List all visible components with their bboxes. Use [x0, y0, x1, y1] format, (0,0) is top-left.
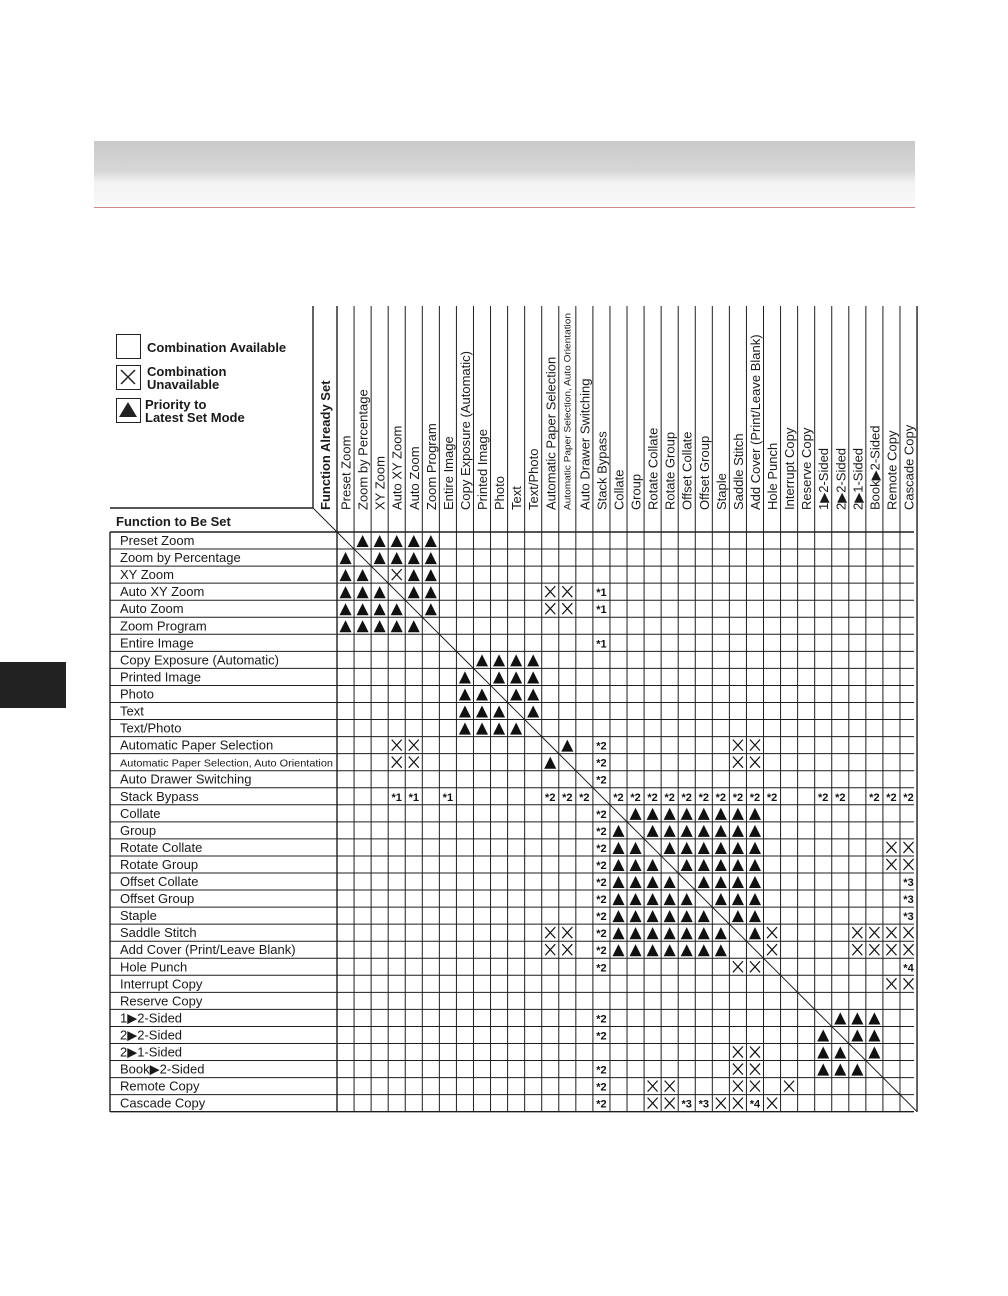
column-header: XY Zoom [372, 456, 388, 510]
priority-triangle-icon [374, 620, 386, 632]
column-header: Entire Image [440, 436, 456, 510]
column-header: Hole Punch [765, 442, 781, 510]
priority-triangle-icon [612, 825, 624, 837]
diagonal-cell [883, 1078, 900, 1095]
column-header: Offset Group [696, 435, 712, 510]
diagonal-cell [371, 566, 388, 583]
priority-triangle-icon [425, 552, 437, 564]
diagonal-cell [849, 1044, 866, 1061]
priority-triangle-icon [340, 586, 352, 598]
priority-triangle-icon [357, 620, 369, 632]
priority-triangle-icon [664, 825, 676, 837]
priority-triangle-icon [493, 671, 505, 683]
priority-triangle-icon [664, 944, 676, 956]
priority-triangle-icon [647, 825, 659, 837]
priority-triangle-icon [612, 876, 624, 888]
priority-triangle-icon [510, 654, 522, 666]
priority-triangle-icon [732, 842, 744, 854]
column-header: 1▶2-Sided [816, 447, 832, 510]
column-header: Auto Zoom [406, 446, 422, 510]
footnote-mark: *1 [391, 791, 402, 804]
footnote-mark: *3 [903, 911, 914, 924]
priority-triangle-icon [612, 927, 624, 939]
column-header: Offset Collate [679, 431, 695, 510]
priority-triangle-icon [851, 1064, 863, 1076]
priority-triangle-icon [612, 910, 624, 922]
priority-triangle-icon [510, 671, 522, 683]
column-header: Automatic Paper Selection, Auto Orientation [562, 334, 573, 510]
priority-triangle-icon [715, 808, 727, 820]
column-header: Text/Photo [526, 448, 542, 510]
row-label: Zoom by Percentage [120, 550, 241, 566]
priority-triangle-icon [340, 603, 352, 615]
column-header: Photo [492, 476, 508, 510]
priority-triangle-icon [817, 1029, 829, 1041]
priority-triangle-icon [527, 706, 539, 718]
column-header: Copy Exposure (Automatic) [457, 351, 473, 510]
footnote-mark: *2 [596, 859, 607, 872]
priority-triangle-icon [340, 552, 352, 564]
priority-triangle-icon [510, 688, 522, 700]
footnote-mark: *2 [613, 791, 624, 804]
footnote-mark: *2 [869, 791, 880, 804]
priority-triangle-icon [630, 910, 642, 922]
diagonal-cell [559, 754, 576, 771]
footnote-mark: *2 [562, 791, 573, 804]
column-header: Cascade Copy [901, 424, 917, 510]
priority-triangle-icon [561, 740, 573, 752]
footnote-mark: *2 [596, 877, 607, 889]
priority-triangle-icon [868, 1012, 880, 1024]
priority-triangle-icon [698, 944, 710, 956]
footnote-mark: *2 [596, 740, 607, 753]
diagonal-cell [337, 532, 354, 549]
corner-label-function-to-be-set: Function to Be Set [116, 514, 231, 529]
row-label: Automatic Paper Selection, Auto Orientation [120, 757, 334, 770]
footnote-mark: *2 [596, 808, 607, 821]
footnote-mark: *2 [596, 1013, 607, 1026]
priority-triangle-icon [425, 603, 437, 615]
footnote-mark: *3 [681, 1098, 692, 1111]
column-header: Zoom Program [423, 423, 439, 510]
priority-triangle-icon [749, 808, 761, 820]
priority-triangle-icon [817, 1047, 829, 1059]
priority-triangle-icon [749, 842, 761, 854]
diagonal-cell [644, 839, 661, 856]
diagonal-cell [815, 1009, 832, 1026]
priority-triangle-icon [527, 688, 539, 700]
diagonal-cell [746, 941, 763, 958]
footnote-mark: *4 [903, 962, 914, 975]
priority-triangle-icon [630, 944, 642, 956]
row-label: Staple [120, 908, 157, 924]
priority-triangle-icon [715, 893, 727, 905]
diagonal-cell [678, 873, 695, 890]
row-label: Remote Copy [120, 1078, 200, 1094]
priority-triangle-icon [612, 893, 624, 905]
priority-triangle-icon [493, 723, 505, 735]
priority-triangle-icon [715, 876, 727, 888]
diagonal-cell [593, 788, 610, 805]
priority-triangle-icon [340, 569, 352, 581]
diagonal-cell [508, 703, 525, 720]
priority-triangle-icon [732, 893, 744, 905]
diagonal-cell [473, 668, 490, 685]
footnote-mark: *2 [715, 791, 727, 804]
priority-triangle-icon [749, 859, 761, 871]
column-header: Add Cover (Print/Leave Blank) [747, 334, 763, 510]
footnote-mark: *2 [749, 791, 761, 804]
priority-triangle-icon [476, 688, 488, 700]
priority-triangle-icon [357, 535, 369, 547]
priority-triangle-icon [681, 808, 693, 820]
priority-triangle-icon [834, 1047, 846, 1059]
priority-triangle-icon [374, 586, 386, 598]
priority-triangle-icon [630, 876, 642, 888]
footnote-mark: *1 [596, 604, 607, 617]
priority-triangle-icon [391, 620, 403, 632]
footnote-mark: *2 [579, 791, 590, 804]
priority-triangle-icon [681, 893, 693, 905]
column-header: Interrupt Copy [782, 427, 798, 510]
priority-triangle-icon [612, 842, 624, 854]
diagonal-cell [576, 771, 593, 788]
footnote-mark: *2 [596, 928, 607, 941]
priority-triangle-icon [698, 808, 710, 820]
priority-triangle-icon [715, 842, 727, 854]
priority-triangle-icon [851, 1012, 863, 1024]
corner-label-function-already-set: Function Already Set [318, 380, 333, 510]
priority-triangle-icon [544, 757, 556, 769]
priority-triangle-icon [357, 586, 369, 598]
footnote-mark: *2 [818, 791, 829, 804]
diagonal-cell [712, 907, 729, 924]
row-label: Auto Drawer Switching [120, 771, 252, 787]
priority-triangle-icon [425, 586, 437, 598]
footnote-mark: *2 [596, 842, 607, 855]
priority-triangle-icon [493, 654, 505, 666]
footnote-mark: *2 [596, 894, 607, 907]
row-label: Printed Image [120, 669, 201, 685]
footnote-mark: *2 [630, 791, 641, 804]
priority-triangle-icon [391, 603, 403, 615]
priority-triangle-icon [664, 927, 676, 939]
diagonal-cell [405, 600, 422, 617]
column-header: Group [628, 473, 644, 510]
footnote-mark: *2 [664, 791, 675, 804]
priority-triangle-icon [408, 586, 420, 598]
diagonal-cell [456, 651, 473, 668]
column-header: 2▶2-Sided [833, 447, 849, 510]
priority-triangle-icon [647, 859, 659, 871]
row-label: Automatic Paper Selection [120, 737, 274, 753]
column-header: Zoom by Percentage [355, 389, 371, 510]
priority-triangle-icon [647, 910, 659, 922]
priority-triangle-icon [408, 535, 420, 547]
column-header: Auto Drawer Switching [577, 378, 593, 510]
footnote-mark: *2 [596, 945, 607, 958]
diagonal-cell [781, 975, 798, 992]
priority-triangle-icon [681, 910, 693, 922]
row-label: Book▶2-Sided [120, 1061, 205, 1077]
row-label: Entire Image [120, 635, 194, 651]
diagonal-cell [900, 1095, 917, 1112]
diagonal-cell [832, 1026, 849, 1043]
footnote-mark: *3 [903, 877, 914, 889]
priority-triangle-icon [408, 620, 420, 632]
column-header: Printed Image [475, 429, 491, 510]
footnote-mark: *2 [596, 1081, 607, 1094]
priority-triangle-icon [425, 535, 437, 547]
priority-triangle-icon [476, 706, 488, 718]
footnote-mark: *2 [596, 1098, 607, 1111]
priority-triangle-icon [647, 893, 659, 905]
priority-triangle-icon [459, 671, 471, 683]
priority-triangle-icon [630, 842, 642, 854]
priority-triangle-icon [681, 927, 693, 939]
row-label: Rotate Collate [120, 839, 203, 855]
row-label: Text [120, 703, 144, 719]
row-label: 2▶1-Sided [120, 1044, 183, 1060]
column-header: Stack Bypass [594, 431, 610, 510]
diagonal-cell [627, 822, 644, 839]
footnote-mark: *2 [886, 791, 897, 804]
priority-triangle-icon [510, 723, 522, 735]
priority-triangle-icon [732, 859, 744, 871]
row-label: Group [120, 822, 157, 838]
row-label: Photo [120, 686, 154, 702]
priority-triangle-icon [630, 859, 642, 871]
row-label: Add Cover (Print/Leave Blank) [120, 942, 296, 958]
priority-triangle-icon [868, 1047, 880, 1059]
priority-triangle-icon [476, 654, 488, 666]
priority-triangle-icon [664, 808, 676, 820]
priority-triangle-icon [476, 723, 488, 735]
priority-triangle-icon [612, 859, 624, 871]
diagonal-cell [661, 856, 678, 873]
row-label: Zoom Program [120, 618, 207, 634]
priority-triangle-icon [698, 825, 710, 837]
footnote-mark: *2 [596, 774, 607, 787]
priority-triangle-icon [374, 552, 386, 564]
diagonal-cell [866, 1061, 883, 1078]
footnote-mark: *2 [766, 791, 778, 804]
corner-diagonal [313, 508, 337, 532]
priority-triangle-icon [698, 927, 710, 939]
priority-triangle-icon [340, 620, 352, 632]
priority-triangle-icon [408, 569, 420, 581]
priority-triangle-icon [630, 893, 642, 905]
priority-triangle-icon [425, 569, 437, 581]
priority-triangle-icon [834, 1064, 846, 1076]
footnote-mark: *2 [545, 791, 556, 804]
row-label: Rotate Group [120, 856, 199, 872]
priority-triangle-icon [749, 910, 761, 922]
priority-triangle-icon [681, 825, 693, 837]
row-label: Cascade Copy [120, 1095, 206, 1111]
footnote-mark: *2 [596, 911, 607, 924]
column-header: Staple [713, 473, 729, 510]
footnote-mark: *1 [596, 587, 607, 600]
priority-triangle-icon [374, 603, 386, 615]
column-header: 2▶1-Sided [850, 447, 866, 510]
row-label: 1▶2-Sided [120, 1010, 183, 1026]
row-label: Reserve Copy [120, 993, 203, 1009]
column-header: Remote Copy [884, 430, 900, 510]
priority-triangle-icon [749, 893, 761, 905]
row-label: Text/Photo [120, 720, 182, 736]
priority-triangle-icon [647, 876, 659, 888]
priority-triangle-icon [834, 1012, 846, 1024]
footnote-mark: *2 [596, 757, 607, 770]
column-header: Preset Zoom [338, 435, 354, 510]
footnote-mark: *2 [835, 791, 846, 804]
footnote-mark: *2 [647, 791, 658, 804]
priority-triangle-icon [749, 825, 761, 837]
row-label: XY Zoom [120, 567, 174, 583]
footnote-mark: *1 [408, 791, 419, 804]
diagonal-cell [525, 720, 542, 737]
priority-triangle-icon [681, 842, 693, 854]
priority-triangle-icon [715, 859, 727, 871]
footnote-mark: *3 [903, 894, 914, 907]
footnote-mark: *2 [596, 825, 607, 838]
row-label: Stack Bypass [120, 788, 199, 804]
column-header: Text [509, 486, 525, 510]
priority-triangle-icon [715, 927, 727, 939]
row-label: Offset Collate [120, 874, 199, 889]
footnote-mark: *4 [749, 1098, 761, 1111]
column-header: Auto XY Zoom [389, 425, 405, 510]
diagonal-cell [764, 958, 781, 975]
diagonal-cell [491, 685, 508, 702]
priority-triangle-icon [459, 706, 471, 718]
column-header: Book▶2-Sided [867, 425, 883, 510]
column-header: Automatic Paper Selection [543, 356, 559, 510]
priority-triangle-icon [664, 893, 676, 905]
diagonal-cell [610, 805, 627, 822]
row-label: Auto XY Zoom [120, 584, 205, 600]
footnote-mark: *2 [732, 791, 744, 804]
priority-triangle-icon [664, 842, 676, 854]
priority-triangle-icon [357, 603, 369, 615]
priority-triangle-icon [493, 706, 505, 718]
legend-available-label: Combination Available [147, 340, 287, 355]
legend-priority-label: Priority to Latest Set Mode [145, 397, 245, 425]
column-header: Collate [611, 469, 627, 510]
footnote-mark: *2 [903, 791, 914, 804]
footnote-mark: *1 [442, 791, 454, 804]
diagonal-cell [354, 549, 371, 566]
footnote-mark: *2 [681, 791, 692, 804]
priority-triangle-icon [647, 808, 659, 820]
row-label: Collate [120, 805, 161, 821]
priority-triangle-icon [612, 944, 624, 956]
priority-triangle-icon [630, 927, 642, 939]
column-header: Rotate Group [662, 431, 678, 510]
diagonal-cell [422, 617, 439, 634]
footnote-mark: *2 [698, 791, 709, 804]
priority-triangle-icon [851, 1029, 863, 1041]
priority-triangle-icon [749, 927, 761, 939]
priority-triangle-icon [664, 910, 676, 922]
priority-triangle-icon [374, 535, 386, 547]
priority-triangle-icon [527, 671, 539, 683]
column-header: Rotate Collate [645, 427, 661, 510]
row-label: 2▶2-Sided [120, 1027, 183, 1043]
row-label: Interrupt Copy [120, 976, 203, 992]
priority-triangle-icon [698, 876, 710, 888]
priority-triangle-icon [698, 859, 710, 871]
footnote-mark: *2 [596, 1064, 607, 1077]
priority-triangle-icon [647, 944, 659, 956]
diagonal-cell [695, 890, 712, 907]
footnote-mark: *3 [698, 1098, 709, 1111]
priority-triangle-icon [357, 569, 369, 581]
priority-triangle-icon [732, 808, 744, 820]
priority-triangle-icon [459, 688, 471, 700]
row-label: Copy Exposure (Automatic) [120, 652, 279, 668]
priority-triangle-icon [732, 825, 744, 837]
priority-triangle-icon [817, 1064, 829, 1076]
row-label: Offset Group [120, 891, 195, 907]
column-header: Saddle Stitch [730, 433, 746, 510]
priority-triangle-icon [408, 552, 420, 564]
row-label: Auto Zoom [120, 601, 184, 617]
priority-triangle-icon [630, 808, 642, 820]
diagonal-cell [729, 924, 746, 941]
diagonal-cell [388, 583, 405, 600]
priority-triangle-icon [527, 654, 539, 666]
priority-triangle-icon [681, 944, 693, 956]
priority-triangle-icon [681, 859, 693, 871]
priority-triangle-icon [868, 1029, 880, 1041]
diagonal-cell [542, 737, 559, 754]
row-label: Preset Zoom [120, 533, 195, 548]
priority-triangle-icon [732, 910, 744, 922]
priority-triangle-icon [459, 723, 471, 735]
priority-triangle-icon [391, 535, 403, 547]
priority-triangle-icon [647, 927, 659, 939]
priority-triangle-icon [749, 876, 761, 888]
diagonal-cell [439, 634, 456, 651]
row-label: Saddle Stitch [120, 925, 197, 941]
priority-triangle-icon [732, 876, 744, 888]
priority-triangle-icon [391, 552, 403, 564]
footnote-mark: *1 [596, 638, 607, 651]
priority-triangle-icon [698, 842, 710, 854]
column-header: Reserve Copy [799, 427, 815, 510]
footnote-mark: *2 [596, 962, 607, 975]
priority-triangle-icon [715, 944, 727, 956]
legend-unavailable-label: Combination Unavailable [147, 364, 227, 392]
row-label: Hole Punch [120, 959, 188, 975]
footnote-mark: *2 [596, 1030, 607, 1043]
diagonal-cell [798, 992, 815, 1009]
priority-triangle-icon [715, 825, 727, 837]
priority-triangle-icon [698, 910, 710, 922]
priority-triangle-icon [664, 876, 676, 888]
